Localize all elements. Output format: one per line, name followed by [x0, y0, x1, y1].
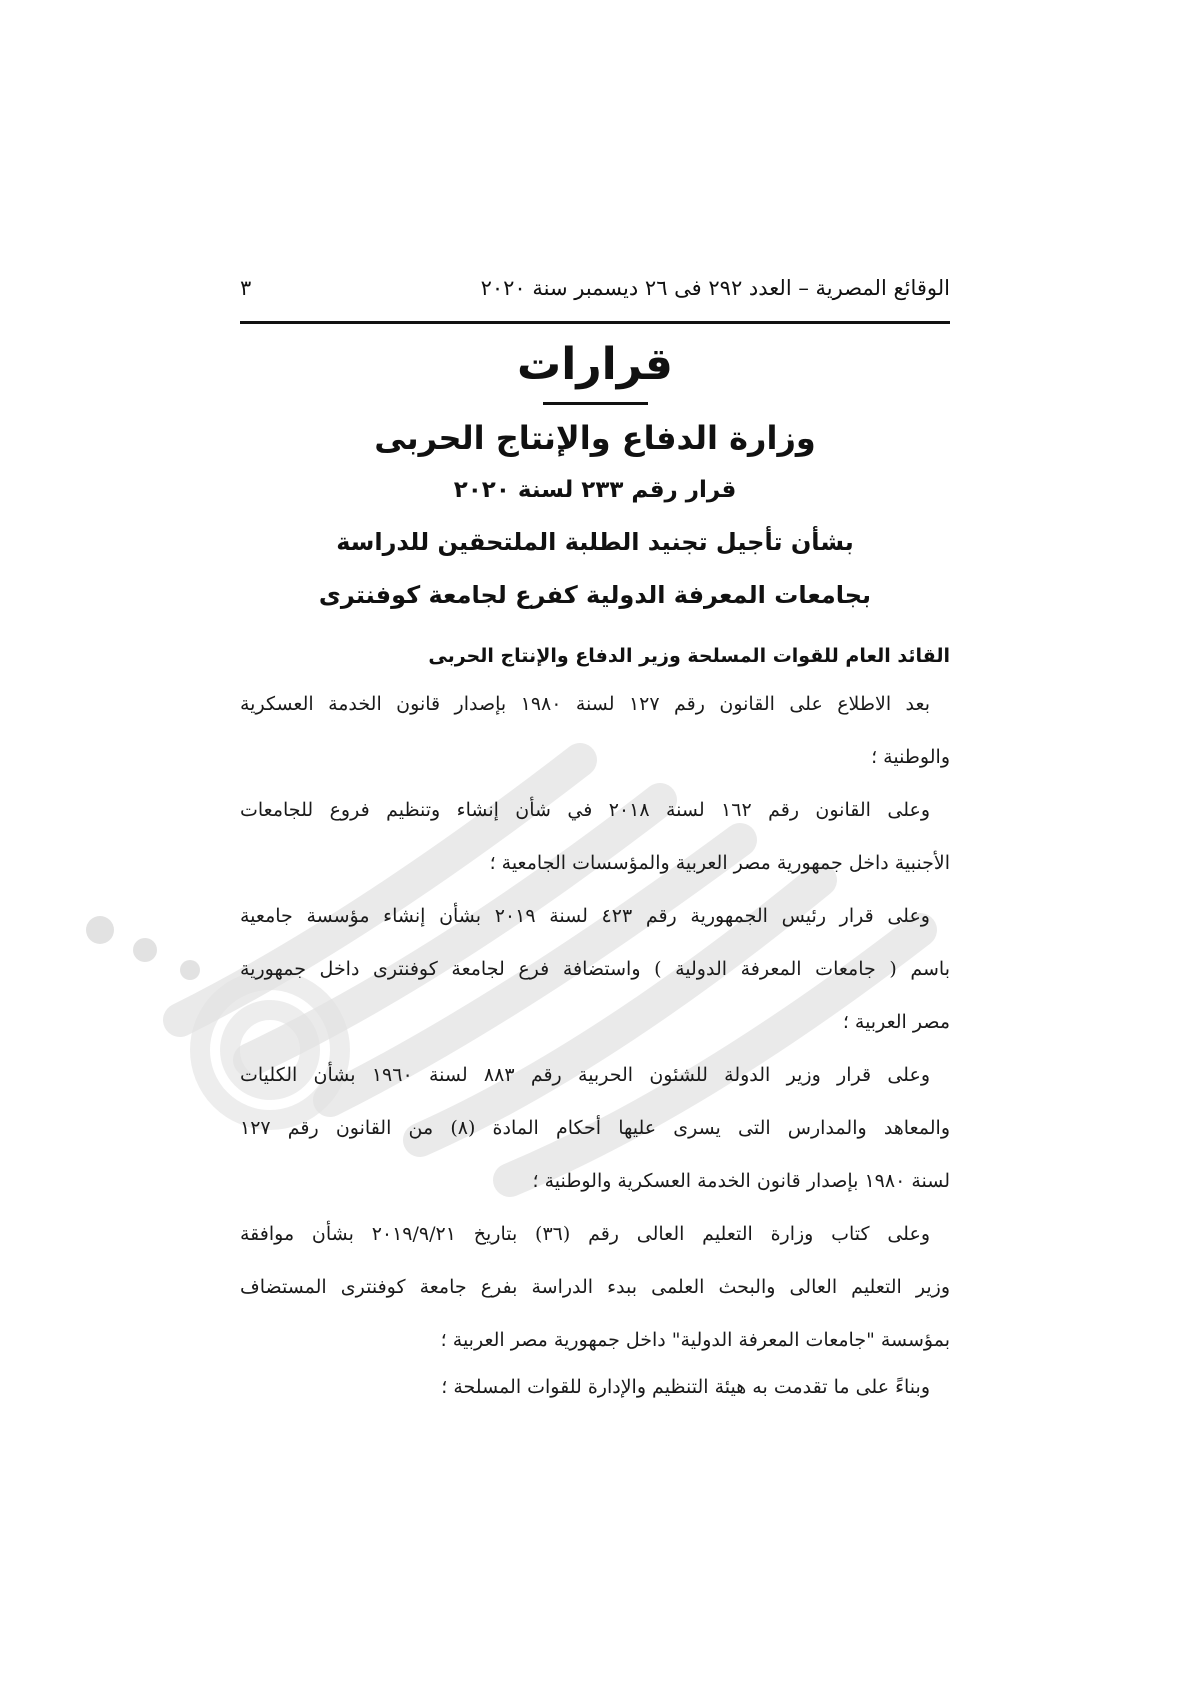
gazette-issue-line: الوقائع المصرية – العدد ٢٩٢ فى ٢٦ ديسمبر سنة ٢٠٢٠ — [480, 276, 950, 300]
preamble-line: مصر العربية ؛ — [842, 1011, 950, 1033]
issuer-heading: القائد العام للقوات المسلحة وزير الدفاع والإنتاج الحربى — [428, 645, 950, 667]
decree-number: قرار رقم ٢٣٣ لسنة ٢٠٢٠ — [453, 477, 737, 503]
preamble-line: لسنة ١٩٨٠ بإصدار قانون الخدمة العسكرية والوطنية ؛ — [532, 1170, 950, 1192]
section-title: قرارات — [517, 339, 673, 390]
preamble-line: وعلى قرار رئيس الجمهورية رقم ٤٢٣ لسنة ٢٠١٩ بشأن إنشاء مؤسسة جامعية — [240, 905, 930, 927]
preamble-line: بعد الاطلاع على القانون رقم ١٢٧ لسنة ١٩٨٠ بإصدار قانون الخدمة العسكرية — [240, 693, 930, 715]
page-number: ٣ — [240, 276, 252, 300]
header-rule — [240, 321, 950, 324]
preamble-line: وبناءً على ما تقدمت به هيئة التنظيم والإدارة للقوات المسلحة ؛ — [441, 1376, 930, 1398]
ministry-name: وزارة الدفاع والإنتاج الحربى — [374, 419, 816, 457]
preamble-line: الأجنبية داخل جمهورية مصر العربية والمؤسسات الجامعية ؛ — [489, 852, 950, 874]
page-header — [240, 272, 950, 312]
preamble-line: وعلى القانون رقم ١٦٢ لسنة ٢٠١٨ في شأن إنشاء وتنظيم فروع للجامعات — [240, 799, 930, 821]
preamble-line: وعلى كتاب وزارة التعليم العالى رقم (٣٦) بتاريخ ٢٠١٩/٩/٢١ بشأن موافقة — [240, 1223, 930, 1245]
watermark-logo — [60, 500, 1060, 1400]
preamble-line: والوطنية ؛ — [871, 746, 950, 768]
preamble-line: باسم ( جامعات المعرفة الدولية ) واستضافة فرع لجامعة كوفنترى داخل جمهورية — [240, 958, 950, 980]
preamble-line: وزير التعليم العالى والبحث العلمى ببدء الدراسة بفرع جامعة كوفنترى المستضاف — [240, 1276, 950, 1298]
decree-subject-line-1: بشأن تأجيل تجنيد الطلبة الملتحقين للدراسة — [336, 528, 854, 556]
section-title-underline — [543, 402, 648, 405]
decree-subject-line-2: بجامعات المعرفة الدولية كفرع لجامعة كوفنترى — [318, 581, 872, 609]
preamble-line: وعلى قرار وزير الدولة للشئون الحربية رقم ٨٨٣ لسنة ١٩٦٠ بشأن الكليات — [240, 1064, 930, 1086]
preamble-line: والمعاهد والمدارس التى يسرى عليها أحكام المادة (٨) من القانون رقم ١٢٧ — [240, 1117, 950, 1139]
preamble-line: بمؤسسة "جامعات المعرفة الدولية" داخل جمهورية مصر العربية ؛ — [440, 1329, 950, 1351]
